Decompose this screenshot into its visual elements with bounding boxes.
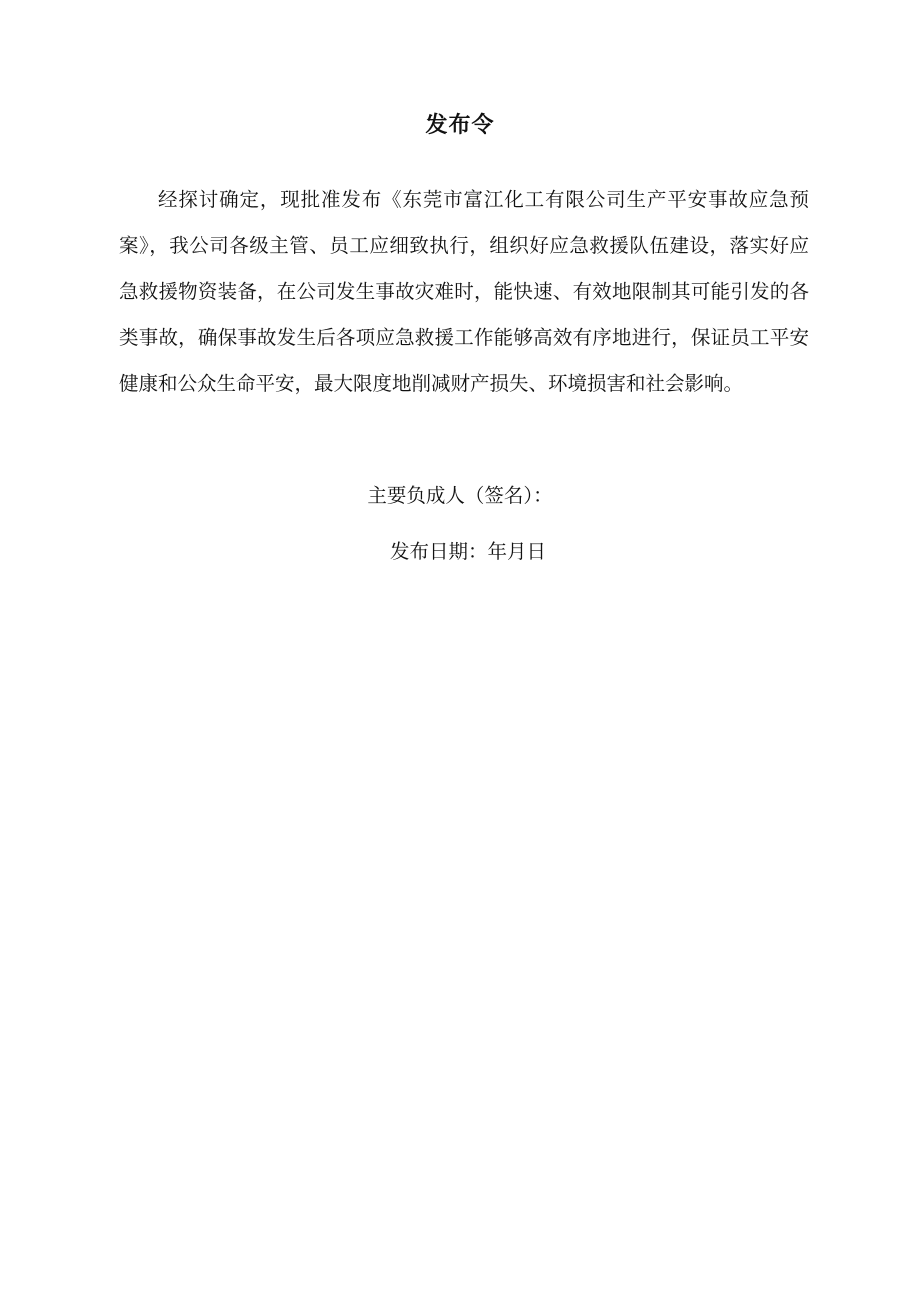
document-title: 发布令 xyxy=(425,113,495,138)
signature-line: 主要负成人（签名）： xyxy=(367,484,553,507)
release-date-line: 发布日期：年月日 xyxy=(389,540,546,563)
body-paragraph: 经探讨确定，现批准发布《东莞市富江化工有限公司生产平安事故应急预案》，我公司各级主管、员工应细致执行，组织好应急救援队伍建设，落实好应急救援物资装备，在公司发生事故灾难时，能快速、有效地限制其可能引发的各类事故，确保事故发生后各项应急救援工作能够高效有序地进行，保证员工平安健康和公众生命平安，最大限度地削减财产损失、环境损害和社会影响。 xyxy=(119,188,809,395)
